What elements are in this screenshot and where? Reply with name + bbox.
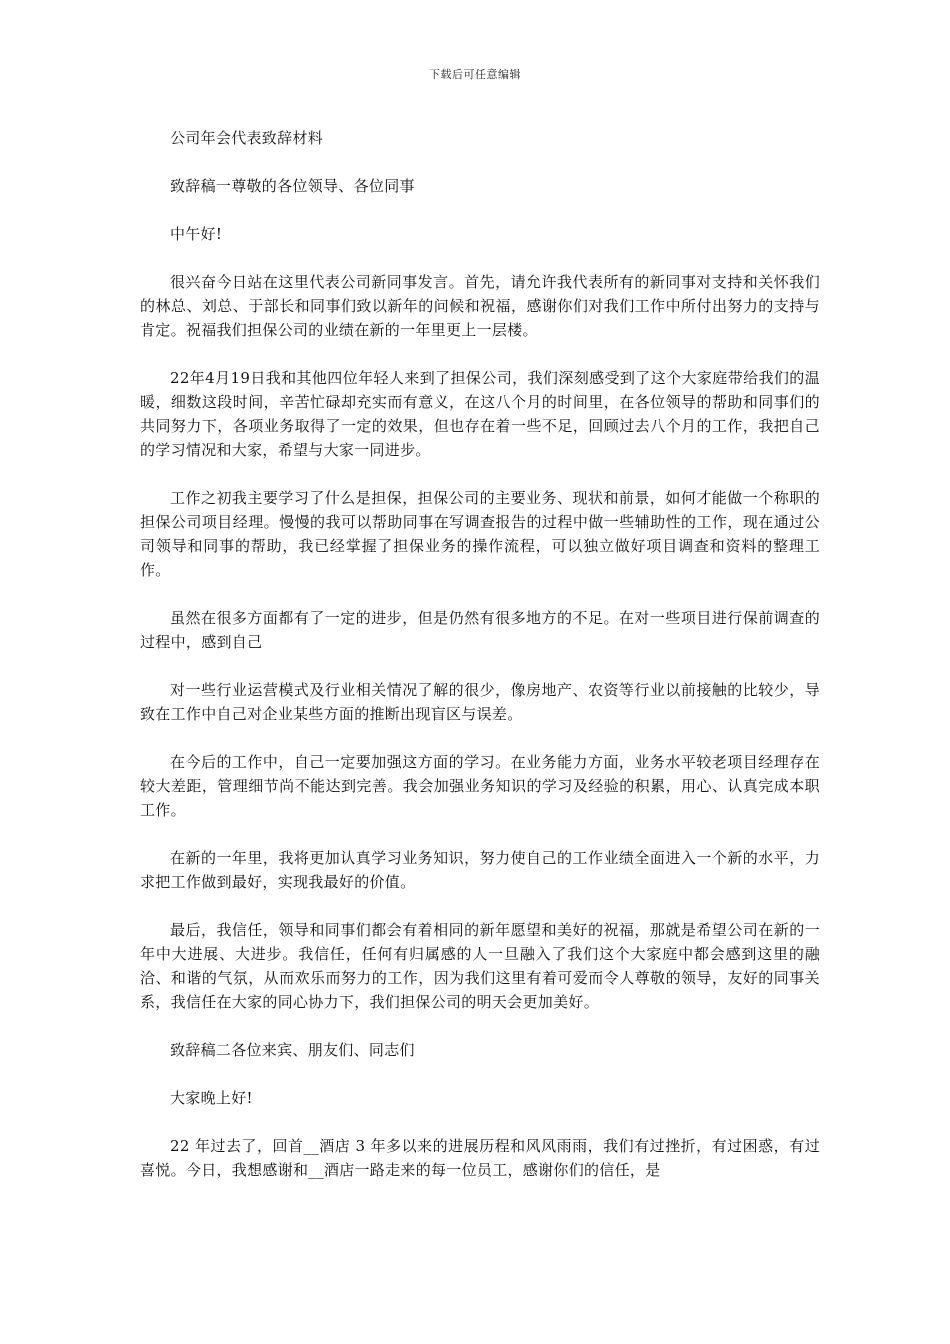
paragraph: 虽然在很多方面都有了一定的进步，但是仍然有很多地方的不足。在对一些项目进行保前调查的过程中，感到自己: [140, 609, 820, 651]
speech-one-heading: 致辞稿一尊敬的各位领导、各位同事: [170, 177, 415, 195]
paragraph: 在今后的工作中，自己一定要加强这方面的学习。在业务能力方面，业务水平较老项目经理存在较大差距，管理细节尚不能达到完善。我会加强业务知识的学习及经验的积累，用心、认真完成本职工作。: [140, 753, 820, 819]
paragraph: 22 年过去了，回首__酒店 3 年多以来的进展历程和风风雨雨，我们有过挫折，有过困惑，有过喜悦。今日，我想感谢和__酒店一路走来的每一位员工，感谢你们的信任，是: [140, 1137, 820, 1179]
paragraph: 最后，我信任，领导和同事们都会有着相同的新年愿望和美好的祝福，那就是希望公司在新的一年中大进展、大进步。我信任，任何有归属感的人一旦融入了我们这个大家庭中都会感到这里的融洽、和谐的气氛，从而欢乐而努力的工作，因为我们这里有着可爱而令人尊敬的领导，友好的同事关系，我信任在大家的同心协力下，我们担保公司的明天会更加美好。: [140, 921, 820, 1011]
paragraph: 很兴奋今日站在这里代表公司新同事发言。首先，请允许我代表所有的新同事对支持和关怀我们的林总、刘总、于部长和同事们致以新年的问候和祝福，感谢你们对我们工作中所付出努力的支持与肯定。祝福我们担保公司的业绩在新的一年里更上一层楼。: [140, 273, 820, 339]
paragraph: 在新的一年里，我将更加认真学习业务知识，努力使自己的工作业绩全面进入一个新的水平，力求把工作做到最好，实现我最好的价值。: [140, 849, 820, 891]
page-header: 下载后可任意编辑: [429, 68, 521, 81]
document-body: [140, 126, 820, 1206]
document-title: 公司年会代表致辞材料: [170, 129, 324, 147]
greeting: 大家晚上好!: [170, 1089, 253, 1107]
paragraph: 工作之初我主要学习了什么是担保，担保公司的主要业务、现状和前景，如何才能做一个称职的担保公司项目经理。慢慢的我可以帮助同事在写调查报告的过程中做一些辅助性的工作，现在通过公司领导和同事的帮助，我已经掌握了担保业务的操作流程，可以独立做好项目调查和资料的整理工作。: [140, 489, 820, 579]
greeting: 中午好!: [170, 225, 223, 243]
paragraph: 22年4月19日我和其他四位年轻人来到了担保公司，我们深刻感受到了这个大家庭带给我们的温暖，细数这段时间，辛苦忙碌却充实而有意义，在这八个月的时间里，在各位领导的帮助和同事们的共同努力下，各项业务取得了一定的效果，但也存在着一些不足，回顾过去八个月的工作，我把自己的学习情况和大家，希望与大家一同进步。: [140, 369, 820, 459]
paragraph: 对一些行业运营模式及行业相关情况了解的很少，像房地产、农资等行业以前接触的比较少，导致在工作中自己对企业某些方面的推断出现盲区与误差。: [140, 681, 820, 723]
speech-two-heading: 致辞稿二各位来宾、朋友们、同志们: [170, 1041, 415, 1059]
